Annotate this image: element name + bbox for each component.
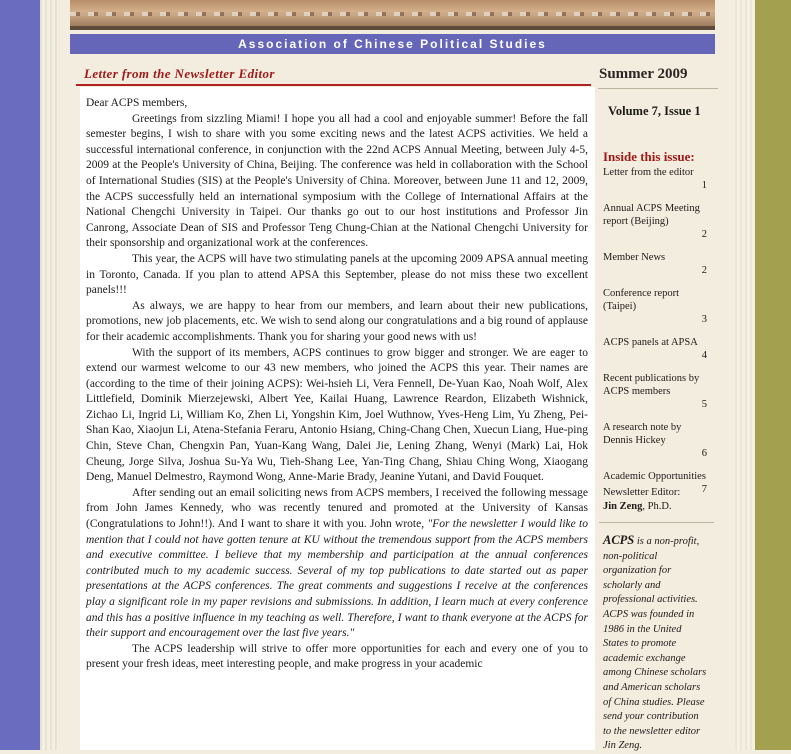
- toc-item[interactable]: [603, 372, 707, 411]
- letter-title: Letter from the Newsletter Editor: [84, 66, 275, 81]
- toc-item-title: Member News: [603, 252, 666, 263]
- toc-item-page: 2: [701, 265, 707, 276]
- toc-item-title: Recent publications by ACPS members: [603, 373, 700, 397]
- toc-item-title: Letter from the editor: [603, 167, 694, 178]
- letter-paragraph-5: [86, 486, 588, 642]
- toc-item-page: 4: [701, 350, 707, 361]
- kennedy-intro: After sending out an email soliciting news from ACPS members, I received the following message from John James Kennedy, who was recently tenured and promoted at the University of Kansas (Congratulations to John!!). And I want to share it with you. John wrote,: [86, 486, 588, 531]
- about-org-name: ACPS: [603, 533, 635, 547]
- editor-label: Newsletter Editor:: [603, 487, 681, 498]
- toc-item[interactable]: [603, 251, 707, 277]
- association-banner: Association of Chinese Political Studies: [70, 34, 715, 54]
- editor-name: Jin Zeng: [603, 501, 643, 512]
- letter-paragraph-1: Greetings from sizzling Miami! I hope you all had a cool and enjoyable summer! Before the fall semester begins, I wish to share with you some exciting news and the latest ACPS activities. We held a successful international conference, in conjunction with the 22nd ACPS Annual Meeting, between July 4-5, 2009 at the People's University of China, Beijing. The conference was held in collaboration with the School of International Studies (SIS) at the People's University of China. Moreover, between June 11 and 12, 2009, the ACPS successfully held an international symposium with the College of International Affairs at the National Chengchi University in Taipei. Our thanks go out to our host institutions and Professor Jin Canrong, Associate Dean of SIS and Professor Teng Chung-Chian at the National Chengchi University for their sponsorship and organizational work at the conferences.: [86, 112, 588, 250]
- about-text: is a non-profit, non-political organization for scholarly and professional activities. ACPS was founded in 1986 in the United States to promote academic exchange among Chinese scholars and American scholars of China studies. Please send your contribution to the newsletter editor Jin Zeng.: [603, 536, 707, 752]
- letter-paragraph-4: With the support of its members, ACPS continues to grow bigger and stronger. We are eager to extend our warmest welcome to our 43 new members, who joined the ACPS this year. Their names are (according to the time of their joining ACPS): Wei-hsieh Li, Vera Fennell, De-Yuan Kao, Noah Wolf, Alex Littlefield, Dominik Mierzejewski, Albert Yee, Kailai Huang, Lawrence Reardon, Elizabeth Wishnick, Zichao Li, Ingrid Li, William Ko, Zhen Li, Yongshin Kim, Joel Wuthnow, Yves-Heng Lim, Yu Zheng, Pei-Shan Kao, Xiaojun Li, Atena-Stefania Feraru, Antonio Hsiang, Ching-Chang Chen, Xuecun Liang, Hue-ping Chin, Steve Chan, Chengxin Pan, Yuan-Kang Wang, Dalei Jie, Lening Zhang, Wenyi (Mark) Lai, Hok Cheung, Jorge Silva, Joshua Su-Ya Wu, Tieh-Shang Lee, Yan-Ting Chang, Shiau Ching Wong, Xiaogang Deng, Manuel Delmestro, Raymond Wong, Anne-Marie Brady, Jeanine Yutani, and David Fouquet.: [86, 346, 588, 484]
- title-divider: [76, 84, 591, 86]
- right-border-bar: [755, 0, 791, 750]
- masthead-photo-detail: [70, 12, 715, 16]
- letter-paragraph-3: As always, we are happy to hear from our members, and learn about their new publications, promotions, new job placements, etc. We wish to send along our congratulations and a big round of applause for their academic accomplishments. Thank you for sharing your good news with us!: [86, 299, 588, 343]
- left-border-bar: [0, 0, 40, 750]
- inside-issue-heading: Inside this issue:: [603, 149, 695, 164]
- toc-item[interactable]: [603, 421, 707, 460]
- toc-item-title: Annual ACPS Meeting report (Beijing): [603, 203, 700, 227]
- toc-item[interactable]: [603, 202, 707, 241]
- toc-item-title: A research note by Dennis Hickey: [603, 422, 682, 446]
- toc-item[interactable]: [603, 336, 707, 362]
- left-border-texture: [40, 0, 58, 750]
- toc-item-page: 5: [701, 399, 707, 410]
- sidebar-divider: [598, 88, 718, 89]
- toc-item-title: ACPS panels at APSA: [603, 337, 698, 348]
- toc-item[interactable]: [603, 166, 707, 192]
- toc-item-page: 6: [701, 448, 707, 459]
- letter-salutation: Dear ACPS members,: [86, 97, 188, 109]
- letter-paragraph-2: This year, the ACPS will have two stimulating panels at the upcoming 2009 APSA annual meeting in Toronto, Canada. If you plan to attend APSA this September, please do not miss these two excellent panels!!!: [86, 252, 588, 297]
- editor-credit: [603, 501, 672, 512]
- toc-item-page: 7: [701, 484, 707, 495]
- letter-paragraph-6: The ACPS leadership will strive to offer more opportunities for each and every one of you to present your fresh ideas, meet interesting people, and make progress in your academic: [86, 642, 588, 671]
- masthead-photo: [70, 0, 715, 30]
- toc-item-page: 2: [701, 229, 707, 240]
- about-acps: [603, 533, 707, 754]
- issue-season: Summer 2009: [599, 66, 688, 82]
- toc-item[interactable]: [603, 287, 707, 326]
- right-border-texture: [735, 0, 755, 750]
- issue-volume: Volume 7, Issue 1: [608, 104, 701, 118]
- table-of-contents: [603, 166, 707, 506]
- kennedy-quote: "For the newsletter I would like to mention that I could not have gotten tenure at KU without the tremendous support from the ACPS members and executive committee. I believe that my membership and participation at the annual conferences contributed much to my academic success. Several of my top publications to date started out as paper presentations at the ACPS conferences. The great comments and suggestions I receive at the conferences play a significant role in my paper revisions and submissions. In addition, I learn much at every conference and this has a positive influence in my teaching as well. Therefore, I want to thank everyone at the ACPS for their support and encouragement over the last five years.": [86, 518, 589, 640]
- toc-item-title: Academic Opportunities: [603, 471, 706, 482]
- toc-item-page: 1: [701, 180, 707, 191]
- editor-letter: [86, 96, 588, 673]
- editor-degree: , Ph.D.: [642, 501, 672, 512]
- toc-item-title: Conference report (Taipei): [603, 288, 680, 312]
- masthead-photo-frame: [70, 26, 715, 30]
- toc-item-page: 3: [701, 314, 707, 325]
